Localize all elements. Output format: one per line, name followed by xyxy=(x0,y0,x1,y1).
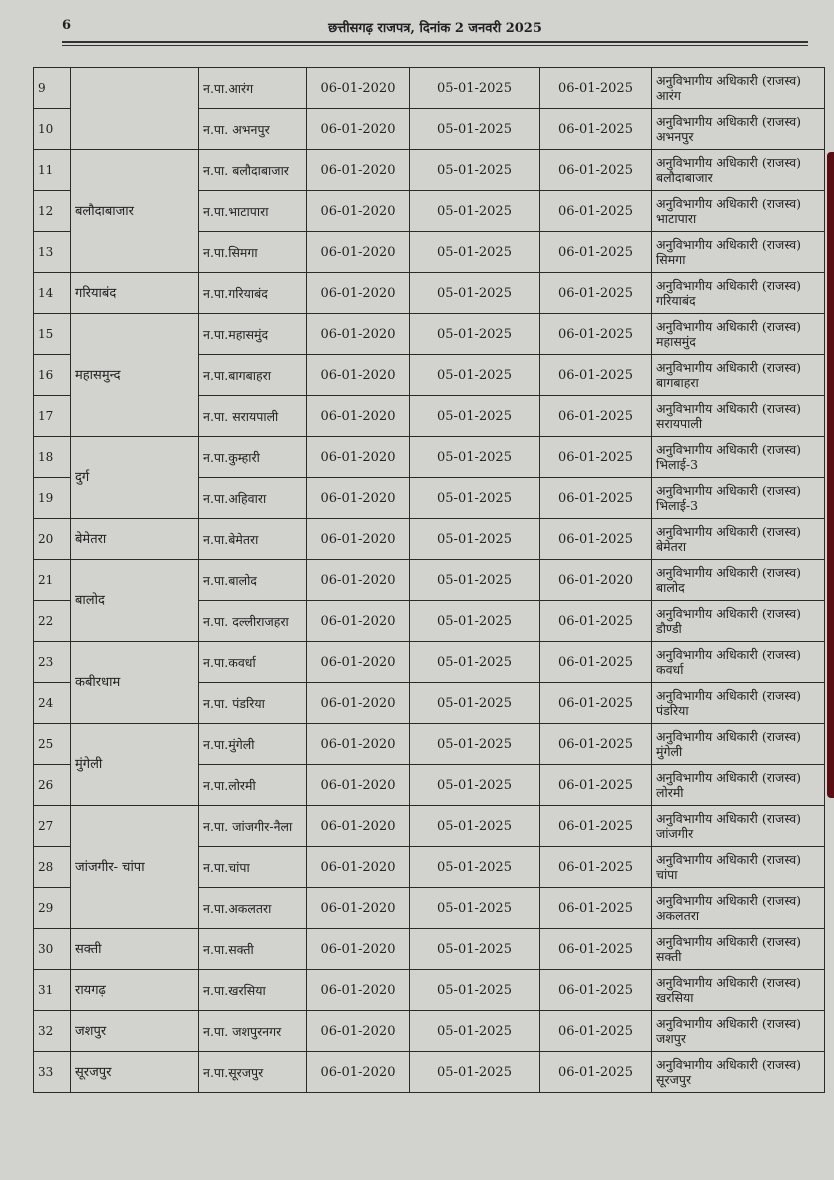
start-date-cell: 06-01-2020 xyxy=(307,601,410,642)
municipality-cell: न.पा.अहिवारा xyxy=(199,478,307,519)
serial-number-cell: 16 xyxy=(34,355,71,396)
officer-cell: अनुविभागीय अधिकारी (राजस्व) पंडरिया xyxy=(652,683,825,724)
end-date-cell: 05-01-2025 xyxy=(410,847,540,888)
end-date-cell: 05-01-2025 xyxy=(410,109,540,150)
header-rule-thick xyxy=(62,41,808,43)
start-date-cell: 06-01-2020 xyxy=(307,150,410,191)
start-date-cell: 06-01-2020 xyxy=(307,888,410,929)
appointment-date-cell: 06-01-2025 xyxy=(540,437,652,478)
municipality-cell: न.पा. बलौदाबाजार xyxy=(199,150,307,191)
start-date-cell: 06-01-2020 xyxy=(307,1011,410,1052)
appointment-date-cell: 06-01-2025 xyxy=(540,1011,652,1052)
district-cell: गरियाबंद xyxy=(71,273,199,314)
officer-cell: अनुविभागीय अधिकारी (राजस्व) भिलाई-3 xyxy=(652,437,825,478)
serial-number-cell: 14 xyxy=(34,273,71,314)
officer-cell: अनुविभागीय अधिकारी (राजस्व) बेमेतरा xyxy=(652,519,825,560)
municipal-table xyxy=(33,67,825,1093)
officer-cell: अनुविभागीय अधिकारी (राजस्व) बागबाहरा xyxy=(652,355,825,396)
district-cell: बालोद xyxy=(71,560,199,642)
end-date-cell: 05-01-2025 xyxy=(410,888,540,929)
officer-cell: अनुविभागीय अधिकारी (राजस्व) जशपुर xyxy=(652,1011,825,1052)
start-date-cell: 06-01-2020 xyxy=(307,560,410,601)
district-cell: महासमुन्द xyxy=(71,314,199,437)
end-date-cell: 05-01-2025 xyxy=(410,478,540,519)
serial-number-cell: 25 xyxy=(34,724,71,765)
table-row xyxy=(34,437,825,478)
page-number: 6 xyxy=(62,18,72,33)
officer-cell: अनुविभागीय अधिकारी (राजस्व) सरायपाली xyxy=(652,396,825,437)
district-cell: रायगढ़ xyxy=(71,970,199,1011)
municipality-cell: न.पा.गरियाबंद xyxy=(199,273,307,314)
end-date-cell: 05-01-2025 xyxy=(410,191,540,232)
serial-number-cell: 20 xyxy=(34,519,71,560)
appointment-date-cell: 06-01-2025 xyxy=(540,847,652,888)
end-date-cell: 05-01-2025 xyxy=(410,355,540,396)
page-header xyxy=(62,16,808,40)
start-date-cell: 06-01-2020 xyxy=(307,765,410,806)
district-cell: सक्ती xyxy=(71,929,199,970)
header-rule-thin xyxy=(62,45,808,46)
appointment-date-cell: 06-01-2025 xyxy=(540,109,652,150)
start-date-cell: 06-01-2020 xyxy=(307,109,410,150)
table-row xyxy=(34,314,825,355)
district-cell: बेमेतरा xyxy=(71,519,199,560)
page-edge-bar xyxy=(827,152,834,798)
serial-number-cell: 11 xyxy=(34,150,71,191)
officer-cell: अनुविभागीय अधिकारी (राजस्व) गरियाबंद xyxy=(652,273,825,314)
appointment-date-cell: 06-01-2025 xyxy=(540,683,652,724)
district-cell: सूरजपुर xyxy=(71,1052,199,1093)
officer-cell: अनुविभागीय अधिकारी (राजस्व) महासमुंद xyxy=(652,314,825,355)
municipality-cell: न.पा.लोरमी xyxy=(199,765,307,806)
officer-cell: अनुविभागीय अधिकारी (राजस्व) अकलतरा xyxy=(652,888,825,929)
district-cell: जशपुर xyxy=(71,1011,199,1052)
officer-cell: अनुविभागीय अधिकारी (राजस्व) अभनपुर xyxy=(652,109,825,150)
appointment-date-cell: 06-01-2025 xyxy=(540,519,652,560)
officer-cell: अनुविभागीय अधिकारी (राजस्व) सिमगा xyxy=(652,232,825,273)
serial-number-cell: 22 xyxy=(34,601,71,642)
officer-cell: अनुविभागीय अधिकारी (राजस्व) जांजगीर xyxy=(652,806,825,847)
serial-number-cell: 9 xyxy=(34,68,71,109)
appointment-date-cell: 06-01-2025 xyxy=(540,191,652,232)
serial-number-cell: 27 xyxy=(34,806,71,847)
start-date-cell: 06-01-2020 xyxy=(307,478,410,519)
officer-cell: अनुविभागीय अधिकारी (राजस्व) खरसिया xyxy=(652,970,825,1011)
serial-number-cell: 15 xyxy=(34,314,71,355)
end-date-cell: 05-01-2025 xyxy=(410,642,540,683)
officer-cell: अनुविभागीय अधिकारी (राजस्व) कवर्धा xyxy=(652,642,825,683)
end-date-cell: 05-01-2025 xyxy=(410,519,540,560)
end-date-cell: 05-01-2025 xyxy=(410,396,540,437)
municipality-cell: न.पा.अकलतरा xyxy=(199,888,307,929)
officer-cell: अनुविभागीय अधिकारी (राजस्व) सूरजपुर xyxy=(652,1052,825,1093)
table-row xyxy=(34,1011,825,1052)
end-date-cell: 05-01-2025 xyxy=(410,437,540,478)
table-row xyxy=(34,1052,825,1093)
serial-number-cell: 13 xyxy=(34,232,71,273)
appointment-date-cell: 06-01-2025 xyxy=(540,232,652,273)
officer-cell: अनुविभागीय अधिकारी (राजस्व) लोरमी xyxy=(652,765,825,806)
appointment-date-cell: 06-01-2025 xyxy=(540,396,652,437)
start-date-cell: 06-01-2020 xyxy=(307,232,410,273)
start-date-cell: 06-01-2020 xyxy=(307,847,410,888)
start-date-cell: 06-01-2020 xyxy=(307,642,410,683)
end-date-cell: 05-01-2025 xyxy=(410,273,540,314)
district-cell: मुंगेली xyxy=(71,724,199,806)
municipality-cell: न.पा.चांपा xyxy=(199,847,307,888)
district-cell xyxy=(71,68,199,150)
table-row xyxy=(34,724,825,765)
serial-number-cell: 31 xyxy=(34,970,71,1011)
appointment-date-cell: 06-01-2025 xyxy=(540,478,652,519)
appointment-date-cell: 06-01-2025 xyxy=(540,355,652,396)
appointment-date-cell: 06-01-2025 xyxy=(540,314,652,355)
municipality-cell: न.पा.बेमेतरा xyxy=(199,519,307,560)
gazette-title: छत्तीसगढ़ राजपत्र, दिनांक 2 जनवरी 2025 xyxy=(328,21,542,36)
officer-cell: अनुविभागीय अधिकारी (राजस्व) भाटापारा xyxy=(652,191,825,232)
serial-number-cell: 26 xyxy=(34,765,71,806)
end-date-cell: 05-01-2025 xyxy=(410,1052,540,1093)
municipality-cell: न.पा.भाटापारा xyxy=(199,191,307,232)
end-date-cell: 05-01-2025 xyxy=(410,806,540,847)
start-date-cell: 06-01-2020 xyxy=(307,355,410,396)
municipality-cell: न.पा. जांजगीर-नैला xyxy=(199,806,307,847)
district-cell: कबीरधाम xyxy=(71,642,199,724)
end-date-cell: 05-01-2025 xyxy=(410,150,540,191)
end-date-cell: 05-01-2025 xyxy=(410,232,540,273)
officer-cell: अनुविभागीय अधिकारी (राजस्व) आरंग xyxy=(652,68,825,109)
officer-cell: अनुविभागीय अधिकारी (राजस्व) सक्ती xyxy=(652,929,825,970)
municipality-cell: न.पा. सरायपाली xyxy=(199,396,307,437)
serial-number-cell: 21 xyxy=(34,560,71,601)
start-date-cell: 06-01-2020 xyxy=(307,519,410,560)
end-date-cell: 05-01-2025 xyxy=(410,724,540,765)
start-date-cell: 06-01-2020 xyxy=(307,806,410,847)
appointment-date-cell: 06-01-2025 xyxy=(540,150,652,191)
table-row xyxy=(34,970,825,1011)
appointment-date-cell: 06-01-2025 xyxy=(540,806,652,847)
appointment-date-cell: 06-01-2025 xyxy=(540,970,652,1011)
end-date-cell: 05-01-2025 xyxy=(410,683,540,724)
end-date-cell: 05-01-2025 xyxy=(410,560,540,601)
municipality-cell: न.पा. जशपुरनगर xyxy=(199,1011,307,1052)
table-row xyxy=(34,560,825,601)
serial-number-cell: 29 xyxy=(34,888,71,929)
appointment-date-cell: 06-01-2025 xyxy=(540,929,652,970)
start-date-cell: 06-01-2020 xyxy=(307,396,410,437)
end-date-cell: 05-01-2025 xyxy=(410,970,540,1011)
officer-cell: अनुविभागीय अधिकारी (राजस्व) बालोद xyxy=(652,560,825,601)
officer-cell: अनुविभागीय अधिकारी (राजस्व) बलौदाबाजार xyxy=(652,150,825,191)
start-date-cell: 06-01-2020 xyxy=(307,437,410,478)
start-date-cell: 06-01-2020 xyxy=(307,970,410,1011)
district-cell: दुर्ग xyxy=(71,437,199,519)
officer-cell: अनुविभागीय अधिकारी (राजस्व) भिलाई-3 xyxy=(652,478,825,519)
start-date-cell: 06-01-2020 xyxy=(307,68,410,109)
appointment-date-cell: 06-01-2025 xyxy=(540,642,652,683)
appointment-date-cell: 06-01-2025 xyxy=(540,724,652,765)
start-date-cell: 06-01-2020 xyxy=(307,273,410,314)
officer-cell: अनुविभागीय अधिकारी (राजस्व) डौण्डी xyxy=(652,601,825,642)
table-row xyxy=(34,519,825,560)
municipality-cell: न.पा.महासमुंद xyxy=(199,314,307,355)
appointment-date-cell: 06-01-2020 xyxy=(540,560,652,601)
municipality-cell: न.पा.सिमगा xyxy=(199,232,307,273)
municipality-cell: न.पा.कवर्धा xyxy=(199,642,307,683)
serial-number-cell: 30 xyxy=(34,929,71,970)
start-date-cell: 06-01-2020 xyxy=(307,191,410,232)
municipality-cell: न.पा.कुम्हारी xyxy=(199,437,307,478)
start-date-cell: 06-01-2020 xyxy=(307,929,410,970)
end-date-cell: 05-01-2025 xyxy=(410,765,540,806)
officer-cell: अनुविभागीय अधिकारी (राजस्व) मुंगेली xyxy=(652,724,825,765)
table-row xyxy=(34,273,825,314)
serial-number-cell: 18 xyxy=(34,437,71,478)
municipality-cell: न.पा.सक्ती xyxy=(199,929,307,970)
end-date-cell: 05-01-2025 xyxy=(410,929,540,970)
officer-cell: अनुविभागीय अधिकारी (राजस्व) चांपा xyxy=(652,847,825,888)
serial-number-cell: 12 xyxy=(34,191,71,232)
municipality-cell: न.पा.खरसिया xyxy=(199,970,307,1011)
appointment-date-cell: 06-01-2025 xyxy=(540,273,652,314)
appointment-date-cell: 06-01-2025 xyxy=(540,765,652,806)
end-date-cell: 05-01-2025 xyxy=(410,1011,540,1052)
serial-number-cell: 24 xyxy=(34,683,71,724)
serial-number-cell: 28 xyxy=(34,847,71,888)
serial-number-cell: 10 xyxy=(34,109,71,150)
municipality-cell: न.पा.सूरजपुर xyxy=(199,1052,307,1093)
table-row xyxy=(34,929,825,970)
serial-number-cell: 32 xyxy=(34,1011,71,1052)
municipality-cell: न.पा.आरंग xyxy=(199,68,307,109)
serial-number-cell: 23 xyxy=(34,642,71,683)
appointment-date-cell: 06-01-2025 xyxy=(540,601,652,642)
district-cell: बलौदाबाजार xyxy=(71,150,199,273)
start-date-cell: 06-01-2020 xyxy=(307,683,410,724)
serial-number-cell: 17 xyxy=(34,396,71,437)
municipality-cell: न.पा. अभनपुर xyxy=(199,109,307,150)
municipality-cell: न.पा. पंडरिया xyxy=(199,683,307,724)
start-date-cell: 06-01-2020 xyxy=(307,724,410,765)
municipality-cell: न.पा. दल्लीराजहरा xyxy=(199,601,307,642)
serial-number-cell: 19 xyxy=(34,478,71,519)
end-date-cell: 05-01-2025 xyxy=(410,601,540,642)
table-body xyxy=(34,68,825,1093)
start-date-cell: 06-01-2020 xyxy=(307,1052,410,1093)
table-row xyxy=(34,150,825,191)
appointment-date-cell: 06-01-2025 xyxy=(540,888,652,929)
district-cell: जांजगीर- चांपा xyxy=(71,806,199,929)
serial-number-cell: 33 xyxy=(34,1052,71,1093)
appointment-date-cell: 06-01-2025 xyxy=(540,1052,652,1093)
municipality-cell: न.पा.मुंगेली xyxy=(199,724,307,765)
municipality-cell: न.पा.बागबाहरा xyxy=(199,355,307,396)
table-row xyxy=(34,642,825,683)
municipality-cell: न.पा.बालोद xyxy=(199,560,307,601)
end-date-cell: 05-01-2025 xyxy=(410,314,540,355)
start-date-cell: 06-01-2020 xyxy=(307,314,410,355)
table-row xyxy=(34,806,825,847)
end-date-cell: 05-01-2025 xyxy=(410,68,540,109)
table-row xyxy=(34,68,825,109)
appointment-date-cell: 06-01-2025 xyxy=(540,68,652,109)
